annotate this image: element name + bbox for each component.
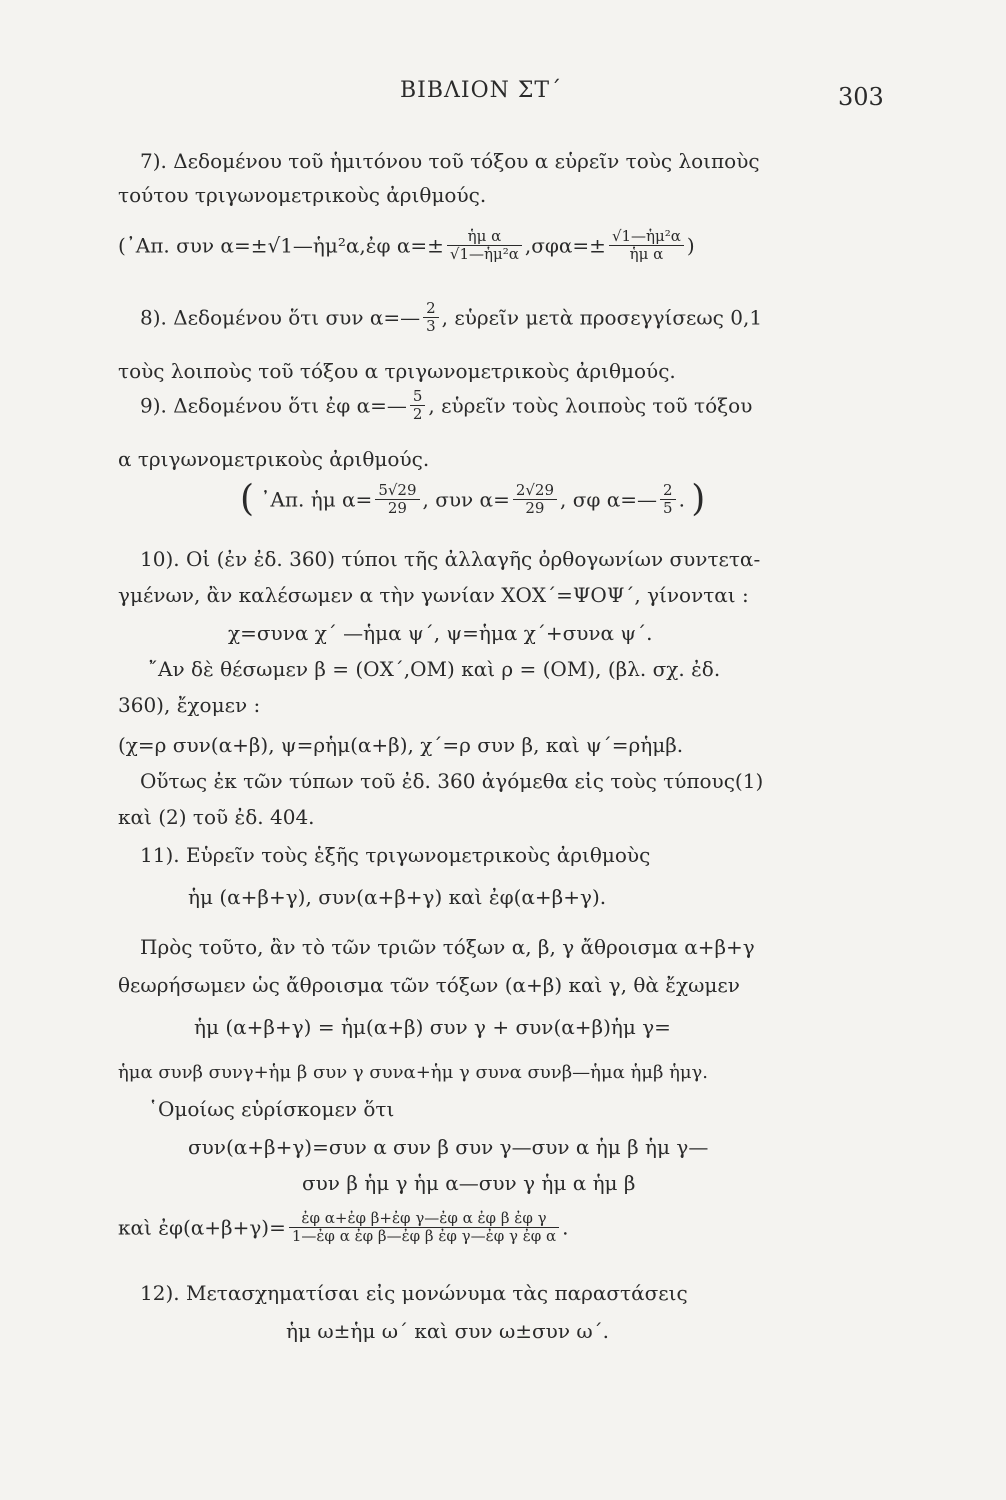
tangent-formula-lhs: καὶ ἐφ(α+β+γ)=	[118, 1215, 286, 1240]
exercise-10-line-3: ῎Αν δὲ θέσωμεν β = (ΟΧ΄,ΟΜ) καὶ ρ = (ΟΜ), (βλ. σχ. ἐδ.	[148, 657, 721, 681]
exercise-10-line-6: καὶ (2) τοῦ ἐδ. 404.	[118, 805, 315, 829]
exercise-8-fraction	[423, 300, 439, 335]
exercise-8-line-1	[140, 300, 762, 350]
fraction-numerator: ἐφ α+ἐφ β+ἐφ γ—ἐφ α ἐφ β ἐφ γ	[289, 1210, 559, 1228]
answer-7-fraction-1	[447, 228, 522, 263]
exercise-10-line-2: γμένων, ἂν καλέσωμεν α τὴν γωνίαν ΧΟΧ΄=ΨΟΨ΄, γίνονται :	[118, 583, 749, 607]
exercise-12-line-1: 12). Μετασχηματίσαι εἰς μονώνυμα τὰς παραστάσεις	[140, 1281, 688, 1305]
answer-7-part-b: ,σφα=±	[524, 233, 606, 258]
running-header: ΒΙΒΛΙΟΝ ΣΤ΄	[400, 78, 563, 103]
exercise-11-formula-1: ἡμ (α+β+γ), συν(α+β+γ) καὶ ἐφ(α+β+γ).	[188, 885, 607, 909]
answer-9-fraction-3	[660, 482, 676, 517]
tangent-formula-end: .	[562, 1215, 569, 1240]
exercise-8-text-a: 8). Δεδομένου ὅτι συν α=—	[140, 305, 421, 330]
fraction-denominator: √1—ἡμ²α	[449, 245, 519, 263]
exercise-11-line-1: 11). Εὑρεῖν τοὺς ἑξῆς τριγωνομετρικοὺς ἀριθμοὺς	[140, 843, 651, 867]
fraction-denominator: 1—ἐφ α ἐφ β—ἐφ β ἐφ γ—ἐφ γ ἐφ α	[291, 1227, 557, 1245]
exercise-9-text-b: , εὑρεῖν τοὺς λοιποὺς τοῦ τόξου	[428, 393, 753, 418]
fraction-numerator: 5	[410, 388, 426, 406]
fraction-denominator: ἡμ α	[629, 245, 664, 263]
exercise-8-text-b: , εὑρεῖν μετὰ προσεγγίσεως 0,1	[441, 305, 763, 330]
fraction-denominator: 29	[387, 499, 407, 517]
exercise-10-line-4: 360), ἔχομεν :	[118, 693, 261, 717]
answer-7-part-a: (᾿Απ. συν α=±√1—ἡμ²α,ἐφ α=±	[118, 233, 444, 258]
fraction-numerator: ἡμ α	[447, 228, 522, 246]
exercise-7-answer	[118, 228, 695, 278]
answer-7-fraction-2	[609, 228, 684, 263]
exercise-7-line-2: τούτου τριγωνομετρικοὺς ἀριθμούς.	[118, 183, 487, 207]
page-number: 303	[838, 83, 884, 111]
exercise-11-line-4: ῾Ομοίως εὑρίσκομεν ὅτι	[148, 1097, 395, 1121]
fraction-numerator: 2	[423, 300, 439, 318]
left-paren-glyph: (	[240, 478, 255, 520]
exercise-10-formula-1: χ=συνα χ΄ —ἡμα ψ΄, ψ=ἡμα χ΄+συνα ψ΄.	[228, 621, 653, 645]
tangent-formula-fraction	[289, 1210, 559, 1245]
fraction-denominator: 2	[412, 405, 423, 423]
fraction-denominator: 29	[525, 499, 545, 517]
exercise-11-formula-3: ἡμα συνβ συνγ+ἡμ β συν γ συνα+ἡμ γ συνα συνβ—ἡμα ἡμβ ἡμγ.	[118, 1062, 709, 1083]
exercise-11-formula-2: ἡμ (α+β+γ) = ἡμ(α+β) συν γ + συν(α+β)ἡμ γ=	[194, 1015, 671, 1039]
exercise-9-fraction	[410, 388, 426, 423]
right-paren-glyph: )	[691, 478, 706, 520]
exercise-11-line-2: Πρὸς τοῦτο, ἂν τὸ τῶν τριῶν τόξων α, β, γ ἄθροισμα α+β+γ	[140, 935, 755, 959]
exercise-9-line-2: α τριγωνομετρικοὺς ἀριθμούς.	[118, 447, 430, 471]
answer-9-part-d: .	[678, 487, 685, 512]
exercise-9-text-a: 9). Δεδομένου ὅτι ἐφ α=—	[140, 393, 407, 418]
exercise-8-line-2: τοὺς λοιποὺς τοῦ τόξου α τριγωνομετρικοὺς ἀριθμούς.	[118, 359, 676, 383]
exercise-10-line-1: 10). Οἱ (ἐν ἐδ. 360) τύποι τῆς ἀλλαγῆς ὀρθογωνίων συντετα-	[140, 547, 761, 571]
answer-9-part-b: , συν α=	[422, 487, 510, 512]
exercise-11-formula-6	[118, 1210, 569, 1266]
exercise-11-line-3: θεωρήσωμεν ὡς ἄθροισμα τῶν τόξων (α+β) καὶ γ, θὰ ἔχωμεν	[118, 973, 740, 997]
fraction-numerator: 2√29	[513, 482, 557, 500]
answer-9-fraction-1	[375, 482, 419, 517]
exercise-11-formula-5: συν β ἡμ γ ἡμ α—συν γ ἡμ α ἡμ β	[302, 1171, 636, 1195]
exercise-7-line-1: 7). Δεδομένου τοῦ ἡμιτόνου τοῦ τόξου α εὑρεῖν τοὺς λοιποὺς	[140, 149, 760, 173]
answer-9-fraction-2	[513, 482, 557, 517]
fraction-denominator: 5	[663, 499, 673, 517]
answer-7-part-c: )	[686, 233, 695, 258]
exercise-10-line-5: Οὕτως ἐκ τῶν τύπων τοῦ ἐδ. 360 ἀγόμεθα εἰς τοὺς τύπους(1)	[140, 769, 764, 793]
exercise-9-answer	[240, 478, 706, 538]
fraction-denominator: 3	[426, 317, 436, 335]
fraction-numerator: √1—ἡμ²α	[609, 228, 684, 246]
exercise-9-line-1	[140, 388, 752, 438]
fraction-numerator: 2	[660, 482, 676, 500]
answer-9-part-a: ᾿Απ. ἡμ α=	[260, 487, 373, 512]
exercise-12-formula: ἡμ ω±ἡμ ω΄ καὶ συν ω±συν ω΄.	[286, 1319, 609, 1343]
exercise-11-formula-4: συν(α+β+γ)=συν α συν β συν γ—συν α ἡμ β ἡμ γ—	[188, 1135, 709, 1159]
exercise-10-formula-2: (χ=ρ συν(α+β), ψ=ρἡμ(α+β), χ΄=ρ συν β, καὶ ψ΄=ρἡμβ.	[118, 733, 684, 757]
fraction-numerator: 5√29	[375, 482, 419, 500]
answer-9-part-c: , σφ α=—	[560, 487, 658, 512]
